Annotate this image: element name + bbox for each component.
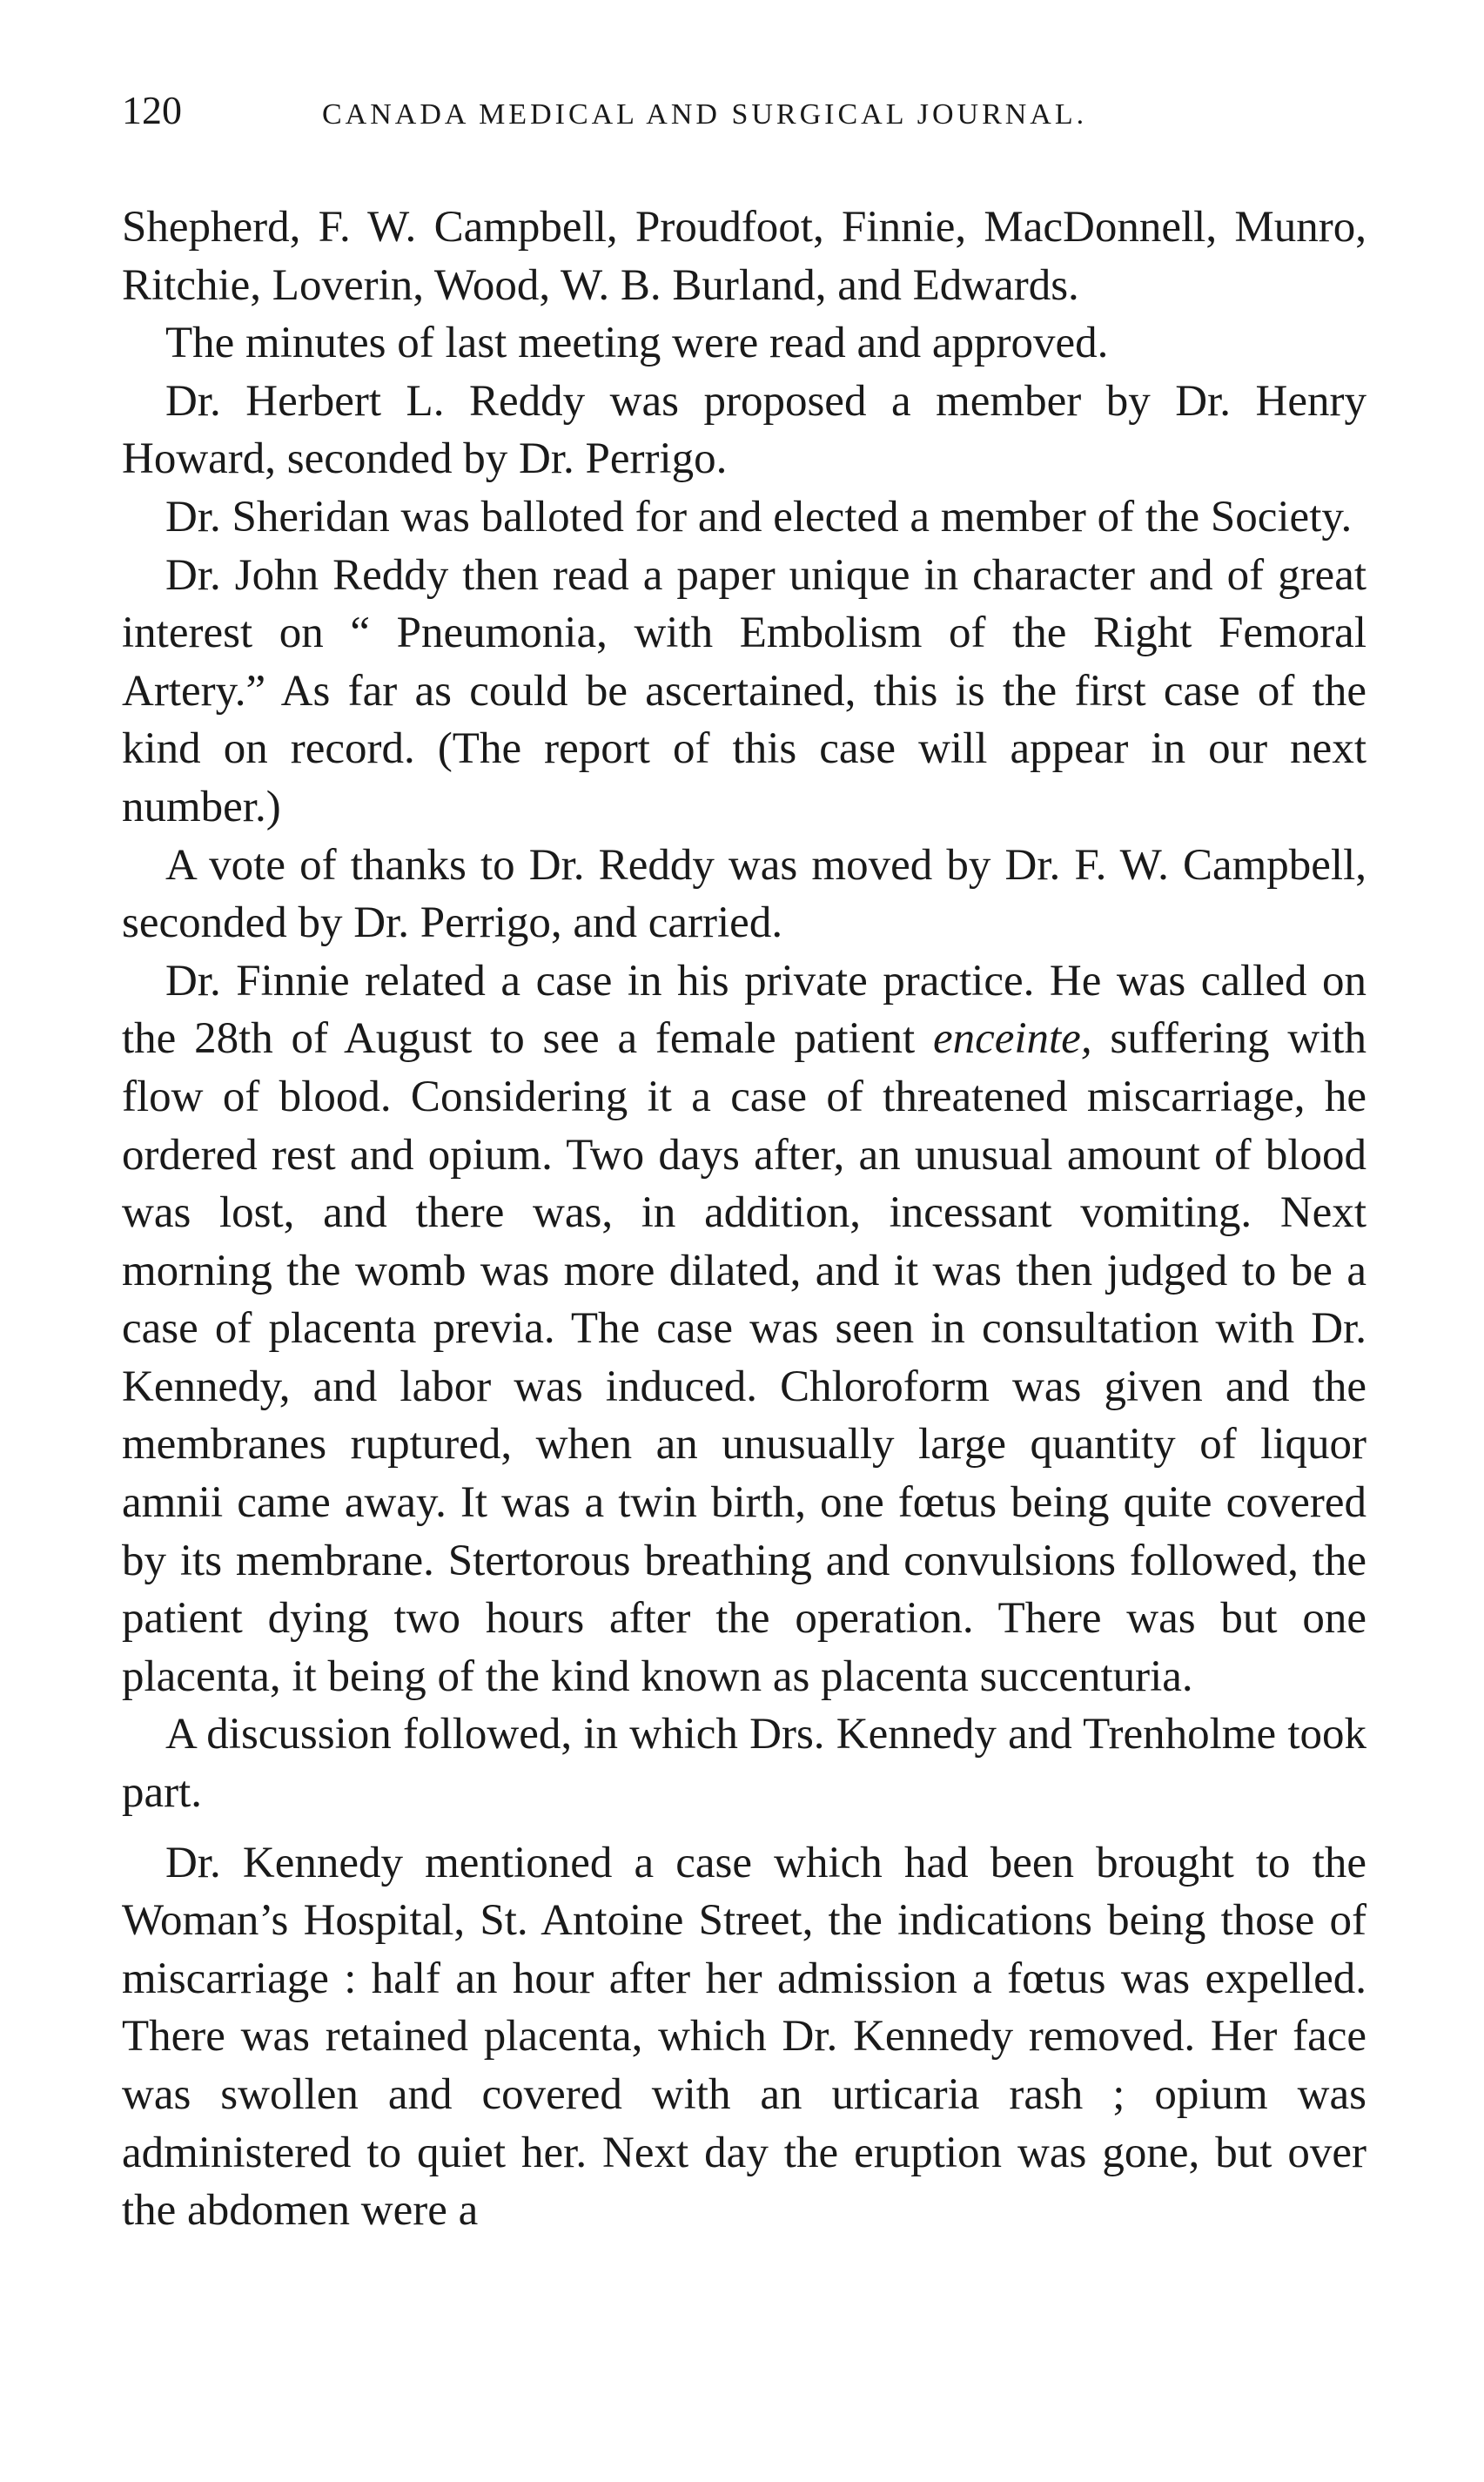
running-title: CANADA MEDICAL AND SURGICAL JOURNAL. bbox=[322, 98, 1088, 131]
paragraph-minutes: The minutes of last meeting were read and approved. bbox=[165, 319, 1109, 368]
paragraph-proposal: Dr. Herbert L. Reddy was proposed a member by Dr. Henry Howard, seconded by Dr. Perrigo. bbox=[122, 376, 1366, 484]
paragraph-discussion: A discussion followed, in which Drs. Kennedy and Trenholme took part. bbox=[122, 1710, 1366, 1818]
paragraph-ballot: Dr. Sheridan was balloted for and elected a member of the Society. bbox=[165, 492, 1353, 541]
paragraph-paper: Dr. John Reddy then read a paper unique in character and of great interest on “ Pneumonia, with Embolism of the Right Femoral Artery.” As far as could be ascertained, this is the first case of the kind on record. (The report of this case will appear in our next number.) bbox=[122, 550, 1366, 831]
finnie-case-text-start: Dr. Finnie related a case in his private practice. He was called on the 28th of August to see a female patient bbox=[122, 956, 1366, 1064]
journal-page bbox=[122, 87, 1366, 2240]
paragraph-finnie-case bbox=[122, 952, 1366, 1706]
paragraph-kennedy-case: Dr. Kennedy mentioned a case which had been brought to the Woman’s Hospital, St. Antoine Street, the indications being those of miscarriage : half an hour after her admission a fœtus was expelled. There was retained placenta, which Dr. Kennedy removed. Her face was swollen and covered with an urticaria rash ; opium was administered to quiet her. Next day the eruption was gone, but over the abdomen were a bbox=[122, 1838, 1366, 2236]
page-number: 120 bbox=[122, 88, 182, 132]
paragraph-vote-of-thanks: A vote of thanks to Dr. Reddy was moved by Dr. F. W. Campbell, seconded by Dr. Perrigo, and carried. bbox=[122, 840, 1366, 948]
page-header bbox=[122, 87, 1366, 157]
finnie-case-italic-term: enceinte, bbox=[932, 1014, 1092, 1064]
paragraph-attendees: Shepherd, F. W. Campbell, Proudfoot, Finnie, MacDonnell, Munro, Ritchie, Loverin, Wood, W. B. Burland, and Edwards. bbox=[122, 203, 1366, 310]
body-text bbox=[122, 198, 1366, 2240]
finnie-case-text-end: suffering with flow of blood. Considering it a case of threatened miscarriage, he ordered rest and opium. Two days after, an unusual amount of blood was lost, and there was, in addition, incessant vomiting. Next morning the womb was more dilated, and it was then judged to be a case of placenta previa. The case was seen in consultation with Dr. Kennedy, and labor was induced. Chloroform was given and the membranes ruptured, when an unusually large quantity of liquor amnii came away. It was a twin birth, one fœtus being quite covered by its membrane. Stertorous breathing and convulsions followed, the patient dying two hours after the operation. There was but one placenta, it being of the kind known as placenta succenturia. bbox=[122, 1014, 1366, 1701]
